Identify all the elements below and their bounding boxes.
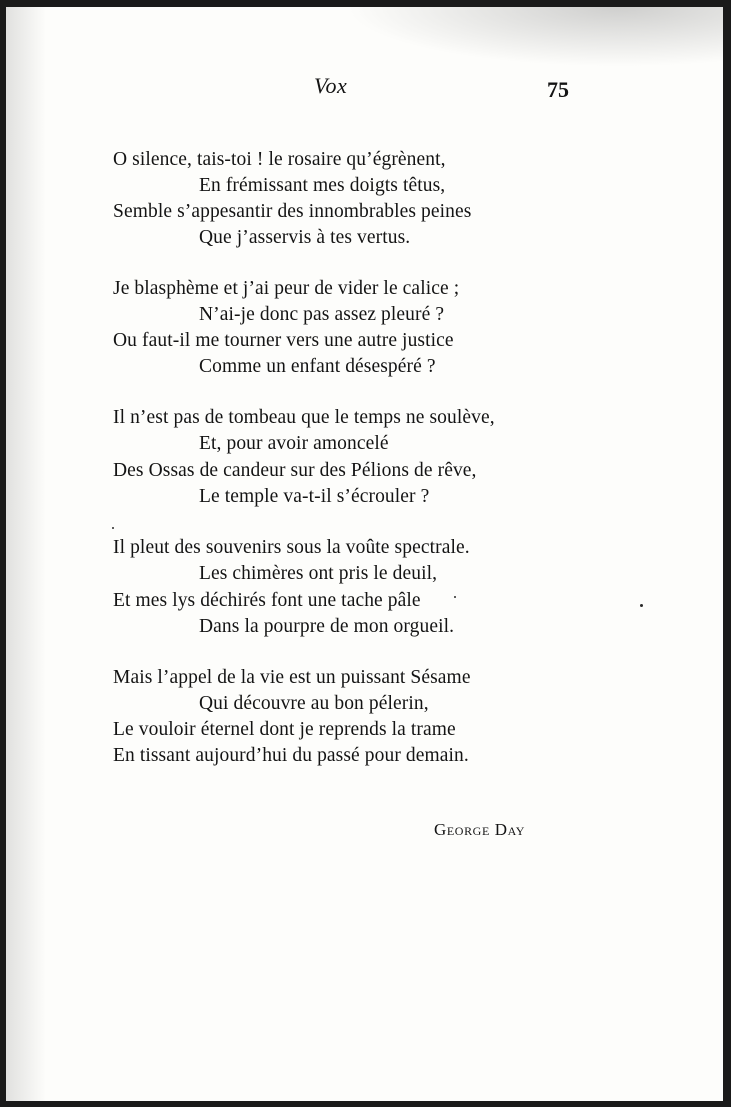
scan-edge-shadow bbox=[6, 7, 46, 1107]
scan-speck bbox=[454, 596, 456, 598]
poem-line: Et, pour avoir amoncelé bbox=[199, 433, 389, 454]
poem-line: Il pleut des souvenirs sous la voûte spectrale. bbox=[113, 537, 470, 558]
poem-line: O silence, tais-toi ! le rosaire qu’égrènent, bbox=[113, 149, 446, 170]
poem-line: Semble s’appesantir des innombrables peines bbox=[113, 201, 472, 222]
author-signature: George Day bbox=[434, 820, 526, 839]
poem-line: Et mes lys déchirés font une tache pâle bbox=[113, 590, 421, 611]
poem-line: Que j’asservis à tes vertus. bbox=[199, 227, 411, 248]
poem-line: Le temple va-t-il s’écrouler ? bbox=[199, 486, 430, 507]
poem-line: Ou faut-il me tourner vers une autre justice bbox=[113, 330, 454, 351]
poem-line: Qui découvre au bon pélerin, bbox=[199, 693, 429, 714]
running-title: Vox bbox=[314, 73, 348, 98]
scan-shadow bbox=[346, 7, 731, 67]
page-number: 75 bbox=[547, 77, 569, 102]
poem-line: En tissant aujourd’hui du passé pour demain. bbox=[113, 745, 469, 766]
poem-line: Des Ossas de candeur sur des Pélions de rêve, bbox=[113, 460, 477, 481]
scan-speck bbox=[112, 527, 114, 529]
poem-line: En frémissant mes doigts têtus, bbox=[199, 175, 446, 196]
poem-line: Comme un enfant désespéré ? bbox=[199, 356, 436, 377]
poem-line: N’ai-je donc pas assez pleuré ? bbox=[199, 304, 445, 325]
scan-speck bbox=[640, 604, 643, 607]
poem-line: Mais l’appel de la vie est un puissant Sésame bbox=[113, 667, 471, 688]
poem-line: Les chimères ont pris le deuil, bbox=[199, 563, 438, 584]
poem-line: Dans la pourpre de mon orgueil. bbox=[199, 616, 455, 637]
poem-line: Le vouloir éternel dont je reprends la trame bbox=[113, 719, 456, 740]
poem-line: Je blasphème et j’ai peur de vider le calice ; bbox=[113, 278, 460, 299]
poem-line: Il n’est pas de tombeau que le temps ne soulève, bbox=[113, 407, 495, 428]
